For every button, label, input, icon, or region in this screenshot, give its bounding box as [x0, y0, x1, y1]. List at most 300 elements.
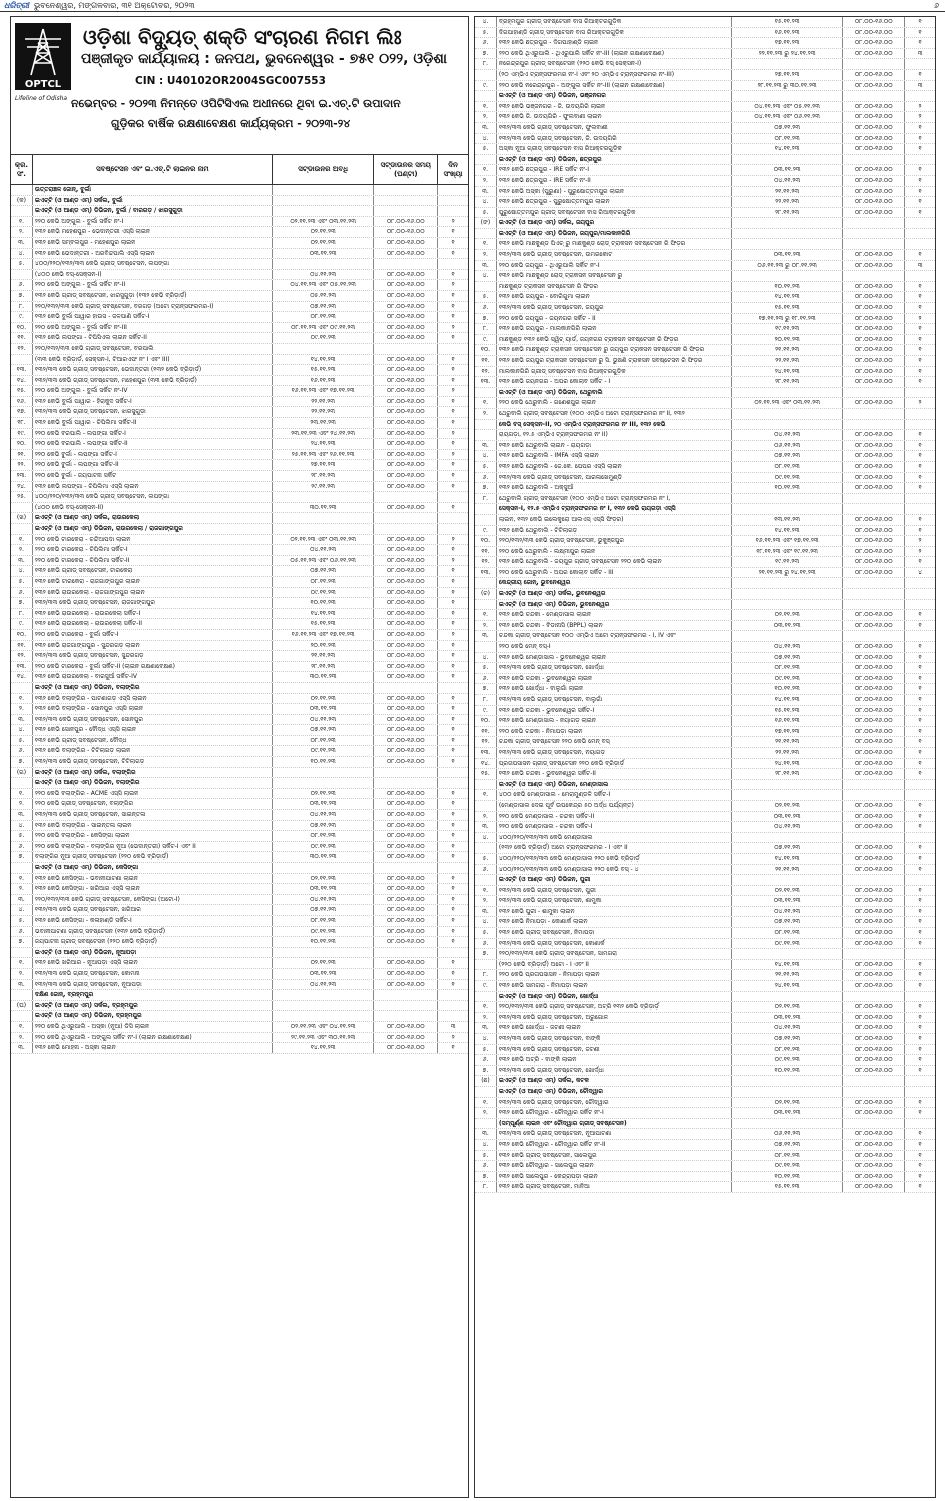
name-cell: ୪୦୦ କେଭି ମେଣ୍ଡାସାଲ - ମେରାମୁଣ୍ଡଳି ସର୍କିଟ-I	[497, 790, 732, 800]
serial-cell: ୪.	[475, 271, 497, 281]
serial-cell: ୩.	[11, 1043, 33, 1053]
table-row	[11, 1033, 468, 1044]
time-cell: ୦୮.୦୦-୧୬.୦୦	[843, 822, 905, 832]
serial-cell: ୫.	[11, 831, 33, 841]
table-row	[475, 769, 935, 780]
time-cell: ୦୮.୦୦-୧୬.୦୦	[843, 939, 905, 949]
time-cell: ୦୮.୦୦-୧୬.୦୦	[374, 662, 438, 672]
time-cell: ୦୮.୦୦-୧୬.୦୦	[843, 176, 905, 186]
time-cell: ୦୮.୦୦-୧୬.୦୦	[843, 377, 905, 387]
name-cell: ୧୩୨ କେଭି ଚୌଦ୍ୱାର - ସାଲେପୁର ଲାଇନ	[497, 1161, 732, 1171]
name-cell: (୨୨୦ କେଭି ବ୍ରିଡ଼ାର୍ଡ଼) ଅଟୋ - I ଏବଂ II	[497, 960, 732, 970]
serial-cell: (ଛ)	[475, 1076, 497, 1086]
name-cell: ୨୨୦ କେଭି ମେଣ୍ଡାସାଲ - ଚନ୍ଦକା ସର୍କିଟ-II	[497, 812, 732, 822]
name-cell: ୧୩୨ କେଭି ବଲାଙ୍ଗିର - ପାଟଣାଗଡ଼ ଏସ୍‌ସି ଲାଇନ	[33, 694, 273, 704]
period-cell: ୦୨.୧୧.୨୩	[273, 958, 375, 968]
period-cell: ୦୭.୧୧.୨୩	[273, 302, 375, 312]
days-cell: ୧	[451, 715, 455, 723]
table-row	[11, 524, 468, 535]
table-row	[11, 958, 468, 969]
period-cell: ୨୧.୧୧.୨୩	[732, 737, 844, 747]
time-cell: ୦୮.୦୦-୧୬.୦୦	[843, 526, 905, 536]
period-cell	[273, 768, 375, 778]
time-cell: ୦୮.୦୦-୧୬.୦୦	[843, 28, 905, 38]
days-cell: ୩	[917, 49, 923, 57]
period-cell	[732, 271, 844, 281]
period-cell: ୨୧.୧୧.୨୩ ରୁ ୨୪.୧୧.୨୩	[732, 568, 844, 578]
time-cell: ୦୮.୦୦-୧୬.୦୦	[843, 187, 905, 197]
period-cell: ୦୪.୧୧.୨୩	[273, 715, 375, 725]
time-cell: ୦୮.୦୦-୧୬.୦୦	[843, 536, 905, 546]
name-cell: ୨୨୦ କେଭି ବୁର୍ଲା - ଜୟପାଟନା ସର୍କିଟ	[33, 471, 273, 481]
days-cell: ୧	[451, 641, 455, 649]
table-row	[11, 874, 468, 885]
period-cell	[732, 239, 844, 249]
period-cell: ୨୮.୧୧.୨୩	[732, 769, 844, 779]
days-cell	[905, 229, 935, 239]
time-cell: ୦୮.୦୦-୧୬.୦୦	[843, 250, 905, 260]
table-row	[11, 842, 468, 853]
name-cell: ଇଏଚ୍‌ଟି (ଓ ଆଣ୍ଡ ଏମ୍) ସର୍କଲ, କଟକ	[497, 1076, 732, 1086]
serial-cell	[11, 524, 33, 534]
table-row	[475, 409, 935, 420]
days-cell: ୧	[451, 440, 455, 448]
time-cell: ୦୮.୦୦-୧୬.୦୦	[843, 896, 905, 906]
days-cell	[905, 992, 935, 1002]
serial-cell: ୬.	[475, 473, 497, 483]
time-cell: ୦୮.୦୦-୧୬.୦୦	[374, 905, 438, 915]
table-row	[475, 377, 935, 388]
serial-cell: ୭.	[475, 314, 497, 324]
time-cell: ୦୮.୦୦-୧୬.୦୦	[843, 917, 905, 927]
registered-office: ପଞ୍ଜୀକୃତ କାର୍ଯ୍ୟାଳୟ : ଜନପଥ, ଭୁବନେଶ୍ୱର - ୭୫୧ ୦୨୨, ଓଡ଼ିଶା	[81, 51, 447, 67]
name-cell: ୧୩୨ କେଭି ବୁର୍ଲା ପାୱାର ହାଉସ - ଜଳପାଣି ସର୍କିଟ-I	[33, 312, 273, 322]
serial-cell	[475, 1087, 497, 1097]
time-cell: ୦୮.୦୦-୧୬.୦୦	[374, 789, 438, 799]
name-cell: ୧୩୨ କେଭି ବୁର୍ଲା ପାୱାର - ଚିପିଲିମା ସର୍କିଟ-II	[33, 418, 273, 428]
table-row	[475, 695, 935, 706]
period-cell: ୧୪.୧୧.୨୩	[732, 854, 844, 864]
serial-cell: ୨.	[11, 545, 33, 555]
table-row	[475, 822, 935, 833]
time-cell	[374, 492, 438, 502]
period-cell	[732, 1076, 844, 1086]
days-cell	[905, 875, 935, 885]
period-cell	[273, 1001, 375, 1011]
table-row	[11, 545, 468, 556]
period-cell: ୦୪.୧୧.୨୩ ଏବଂ ୦୬.୧୧.୨୩	[732, 112, 844, 122]
name-cell: ଇଏଚ୍‌ଟି (ଓ ଆଣ୍ଡ ଏମ୍) ଡିଭିଜନ, ଜୟପୁର/ମାଲକାନଗିରି	[497, 229, 732, 239]
name-cell: ୧୩୨ କେଭି ଗ୍ରୀଡ୍ ସବଷ୍ଟେସନ, ମାନିଆ	[497, 1182, 732, 1192]
serial-cell: ୧୨.	[475, 557, 497, 567]
period-cell	[732, 218, 844, 228]
name-cell: ୨୨୦ କେଭି ଟାରକେରା - ଚିପିଲିମା ସର୍କିଟ-II	[33, 556, 273, 566]
table-row	[11, 884, 468, 895]
days-cell	[438, 990, 468, 1000]
serial-cell: ୭.	[11, 937, 33, 947]
time-cell: ୦୮.୦୦-୧୬.୦୦	[843, 886, 905, 896]
time-cell: ୦୮.୦୦-୧୬.୦୦	[374, 672, 438, 682]
days-cell: ୨	[918, 314, 922, 322]
days-cell	[905, 494, 935, 504]
serial-cell: ୨.	[475, 621, 497, 631]
period-cell: ୨୯.୧୧.୨୩ ଏବଂ ୩୦.୧୧.୨୩	[273, 1033, 375, 1043]
table-row	[475, 155, 935, 166]
table-row	[475, 398, 935, 409]
days-cell	[905, 420, 935, 430]
days-cell: ୧	[918, 1003, 922, 1011]
time-cell: ୦୮.୦୦-୧୬.୦୦	[843, 483, 905, 493]
days-cell: ୧	[918, 1109, 922, 1117]
name-cell: ୧୩୨/୩୩ କେଭି ଗ୍ରୀଡ୍ ସବଷ୍ଟେସନ, ଜଟଣୀ	[497, 1045, 732, 1055]
serial-cell	[475, 992, 497, 1002]
serial-cell: ୧୨.	[11, 651, 33, 661]
name-cell: ୨୨୦ କେଭି ବଲାଙ୍ଗିର - ACME ଏସ୍‌ସି ଲାଇନ	[33, 789, 273, 799]
time-cell	[843, 420, 905, 430]
table-row	[11, 355, 468, 366]
period-cell: ୦୩.୧୧.୨୩	[732, 250, 844, 260]
name-cell: ଇଏଚ୍‌ଟି (ଓ ଆଣ୍ଡ ଏମ୍) ଡିଭିଜନ, ବୁର୍ଲା / ବାରଗଡ଼ / ଝାରସୁଗୁଡ଼ା	[33, 206, 273, 216]
serial-cell: ୩.	[11, 715, 33, 725]
days-cell: ୧	[451, 238, 455, 246]
period-cell: ୦୯.୧୧.୨୩	[732, 674, 844, 684]
serial-cell: ୩.	[475, 822, 497, 832]
serial-cell: ୨.	[11, 1033, 33, 1043]
table-row	[11, 513, 468, 524]
table-row	[475, 684, 935, 695]
period-cell	[732, 1087, 844, 1097]
period-cell: ୧୫.୧୧.୨୩	[732, 303, 844, 313]
table-row	[11, 333, 468, 344]
table-row	[475, 388, 935, 399]
days-cell: ୧	[918, 28, 922, 36]
time-cell: ୦୮.୦୦-୧୬.୦୦	[843, 865, 905, 875]
time-cell	[843, 875, 905, 885]
period-cell: ୨୧.୧୧.୨୩	[732, 345, 844, 355]
name-cell: ୧୩୨ କେଭି ଚନ୍ଦକା - ଭୁବନେଶ୍ୱର ସର୍କିଟ-I	[497, 706, 732, 716]
period-cell	[732, 155, 844, 165]
serial-cell: ୪.	[475, 1034, 497, 1044]
time-cell: ୦୮.୦୦-୧୬.୦୦	[374, 895, 438, 905]
name-cell: ଦିଗପାହାଣ୍ଡି ଗ୍ରୀଡ୍ ସବଷ୍ଟେସନ ବାସ ରିଆକ୍ଟରଗୁଡ଼ିକ	[497, 28, 732, 38]
days-cell: ୧	[451, 472, 455, 480]
serial-cell: ୫.	[475, 1151, 497, 1161]
time-cell: ୦୮.୦୦-୧୬.୦୦	[843, 695, 905, 705]
days-cell: ୩	[917, 81, 923, 89]
days-cell: ୨	[451, 387, 455, 395]
period-cell: ୧୯.୧୧.୨୩	[732, 557, 844, 567]
table-row	[11, 238, 468, 249]
serial-cell: ୩.	[475, 123, 497, 133]
serial-cell: ୩.	[11, 556, 33, 566]
serial-cell: ୯.	[475, 526, 497, 536]
days-cell: ୧	[451, 408, 455, 416]
period-cell: ୧୫.୧୧.୨୩	[732, 706, 844, 716]
time-cell: ୦୮.୦୦-୧୬.୦୦	[374, 323, 438, 333]
time-cell: ୦୮.୦୦-୧୬.୦୦	[374, 291, 438, 301]
time-cell: ୦୮.୦୦-୧୬.୦୦	[374, 969, 438, 979]
period-cell: ୦୭.୧୧.୨୩	[273, 905, 375, 915]
days-cell: ୧	[918, 971, 922, 979]
table-row	[11, 365, 468, 376]
table-row	[11, 439, 468, 450]
serial-cell: ୭.	[11, 291, 33, 301]
name-cell: ରାୟଗଡ଼ା, ୧୨.୫ ଏମ୍‌ଭିଏ ଟ୍ରାନ୍ସଫରମର ନଂ II)	[497, 430, 732, 440]
name-cell: ୨୨୦ କେଭି ଟାରକେରା - ବୁର୍ଲା ସର୍କିଟ-II (ଲାଇନ ରକ୍ଷଣାବେକ୍ଷଣ)	[33, 662, 273, 672]
days-cell	[905, 271, 935, 281]
days-cell: ୧	[918, 653, 922, 661]
time-cell: ୦୮.୦୦-୧୬.୦୦	[374, 1022, 438, 1032]
name-cell: ୧୩୨/୩୩ କେଭି ଗ୍ରୀଡ୍ ସବଷ୍ଟେସନ, ଖୋର୍ଦ୍ଧା	[497, 663, 732, 673]
name-cell: ଇଏଚ୍‌ଟି (ଓ ଆଣ୍ଡ ଏମ୍) ଡିଭିଜନ, ମେଣ୍ଡାସାଲ	[497, 780, 732, 790]
name-cell: ୧୩୨ କେଭି ଚୌଦ୍ୱାର - ଚୌଦ୍ୱାର ସର୍କିଟ ନଂ-I	[497, 1108, 732, 1118]
table-row	[475, 1129, 935, 1140]
period-cell	[732, 59, 844, 69]
serial-cell: ୫.	[475, 854, 497, 864]
time-cell: ୦୮.୦୦-୧୬.୦୦	[843, 1108, 905, 1118]
name-cell: ୧୩୨ କେଭି ମୋହନା - ଅସ୍କା ଲାଇନ	[33, 1043, 273, 1053]
serial-cell: ୧.	[475, 239, 497, 249]
days-cell	[905, 409, 935, 419]
time-cell: ୦୮.୦୦-୧୬.୦୦	[843, 49, 905, 59]
table-row	[475, 314, 935, 325]
table-row	[11, 259, 468, 270]
time-cell: ୦୮.୦୦-୧୬.୦୦	[374, 694, 438, 704]
table-row	[475, 239, 935, 250]
table-row	[475, 801, 935, 812]
serial-cell: ୨.	[11, 227, 33, 237]
days-cell	[438, 259, 468, 269]
period-cell: ୦୮.୧୧.୨୩	[273, 312, 375, 322]
table-row	[11, 683, 468, 694]
table-row	[475, 1087, 935, 1098]
serial-cell	[475, 155, 497, 165]
days-cell: ୧	[918, 304, 922, 312]
period-cell: ୦୮.୧୧.୨୩	[732, 1151, 844, 1161]
name-cell: ୧୩୨ କେଭି ଟାରକେରା - ରାଜଗାଙ୍ଗପୁର ଲାଇନ	[33, 577, 273, 587]
days-cell: ୧	[918, 801, 922, 809]
serial-cell: ୩.	[475, 1023, 497, 1033]
name-cell: ବ୍ରହ୍ମପୁର ଗ୍ରୀଡ୍ ସବଷ୍ଟେସନ ବାସ ରିଆକ୍ଟରଗୁଡ଼ିକ	[497, 17, 732, 27]
name-cell: ୧୩୨ କେଭି ଥେରୁବାଲି - ଜୟପୁର ଗ୍ରୀଡ୍ ସବଷ୍ଟେସନ ୨୨୦ କେଭି ଲାଇନ	[497, 557, 732, 567]
table-row	[11, 725, 468, 736]
days-cell: ୨	[451, 535, 455, 543]
time-cell: ୦୮.୦୦-୧୬.୦୦	[374, 439, 438, 449]
newspaper-brand: ଧରିତ୍ରୀ	[4, 1, 29, 10]
serial-cell: ୧୨.	[475, 367, 497, 377]
table-row	[475, 1076, 935, 1087]
table-row	[475, 473, 935, 484]
name-cell: ୧୩୨/୩୩ କେଭି ଗ୍ରୀଡ୍ ସବଷ୍ଟେସନ, ସୁନ୍ଦରଗଡ଼	[33, 651, 273, 661]
name-cell: ୨୨୦ କେଭି ଟାରକେରା - ଚନ୍ଦିଆପଦା ଲାଇନ	[33, 535, 273, 545]
table-row	[11, 948, 468, 959]
table-row	[475, 981, 935, 992]
period-cell: ୦୬.୧୧.୨୩ ରୁ ୦୮.୧୧.୨୩	[732, 261, 844, 271]
serial-cell: ୯.	[475, 981, 497, 991]
serial-cell: ୮.	[475, 970, 497, 980]
period-cell: ୦୩.୧୧.୨୩	[273, 799, 375, 809]
period-cell: ୦୭.୧୧.୨୩	[273, 566, 375, 576]
time-cell: ୦୮.୦୦-୧୬.୦୦	[374, 1043, 438, 1053]
serial-cell	[475, 70, 497, 80]
period-cell	[273, 185, 375, 195]
name-cell: କେନ୍ଦ୍ରୀୟ ଜୋନ୍, ଭୁବନେଶ୍ୱର	[497, 578, 732, 588]
period-cell: ୦୨.୧୧.୨୩	[732, 886, 844, 896]
col-serial: କ୍ର. ସଂ.	[11, 155, 33, 184]
table-row	[11, 291, 468, 302]
time-cell: ୦୮.୦୦-୧୬.୦୦	[843, 769, 905, 779]
serial-cell: ୧୦.	[11, 323, 33, 333]
days-cell: ୨	[451, 429, 455, 437]
table-row	[475, 49, 935, 60]
name-cell: ୧୩୨ କେଭି ରାଉରକେଲା - ରାଉରକେଲା ସର୍କିଟ-II	[33, 619, 273, 629]
table-row	[475, 663, 935, 674]
serial-cell: ୫.	[11, 916, 33, 926]
time-cell: ୦୮.୦୦-୧୬.୦୦	[374, 217, 438, 227]
serial-cell: ୨.	[475, 1013, 497, 1023]
period-cell: ୨୧.୧୧.୨୩	[732, 865, 844, 875]
table-row	[475, 187, 935, 198]
time-cell	[843, 1076, 905, 1086]
time-cell	[843, 578, 905, 588]
name-cell: ୨୨୦/୧୩୨/୩୩ କେଭି ଗ୍ରୀଡ୍ ସବଷ୍ଟେସନ, ସାମଗରା	[497, 949, 732, 959]
table-row	[475, 812, 935, 823]
serial-cell: (ଙ)	[475, 218, 497, 228]
serial-cell: ୨୩.	[11, 471, 33, 481]
days-cell: ୧	[918, 1162, 922, 1170]
period-cell: ୦୬.୧୧.୨୩	[732, 1129, 844, 1139]
period-cell: ୦୨.୧୧.୨୩	[732, 801, 844, 811]
period-cell	[273, 196, 375, 206]
period-cell: ୦୪.୧୧.୨୩	[273, 810, 375, 820]
table-row	[475, 992, 935, 1003]
serial-cell: ୧୫.	[11, 386, 33, 396]
days-cell: ୧	[451, 789, 455, 797]
days-cell	[438, 1011, 468, 1021]
table-row	[11, 397, 468, 408]
name-cell: ୧୩୨ କେଭି ଜୟନଗର - ଅପର କୋଲାବ ସର୍କିଟ - I	[497, 377, 732, 387]
time-cell: ୦୮.୦୦-୧୬.୦୦	[843, 292, 905, 302]
period-cell: ୦୮.୧୧.୨୩	[732, 663, 844, 673]
name-cell: ଇଏଚ୍‌ଟି (ଓ ଆଣ୍ଡ ଏମ୍) ଡିଭିଜନ, ଖୋର୍ଦ୍ଧା	[497, 992, 732, 1002]
period-cell: ୦୪.୧୧.୨୩	[732, 907, 844, 917]
days-cell	[438, 778, 468, 788]
days-cell: ୧	[918, 748, 922, 756]
name-cell: ୨୨୦ କେଭି ପ୍ରତାପସାସନ - ନିମାପଡ଼ା ଲାଇନ	[497, 970, 732, 980]
table-row	[475, 1066, 935, 1077]
period-cell	[732, 420, 844, 430]
time-cell: ୦୮.୦୦-୧୬.୦୦	[374, 471, 438, 481]
period-cell: ୨୧.୧୧.୨୩	[732, 970, 844, 980]
time-cell	[843, 91, 905, 101]
days-cell: ୧	[451, 567, 455, 575]
right-column	[474, 16, 936, 1498]
time-cell: ୦୮.୦୦-୧୬.୦୦	[374, 302, 438, 312]
table-row	[11, 535, 468, 546]
table-row	[11, 206, 468, 217]
serial-cell: ୯.	[475, 81, 497, 91]
days-cell	[438, 206, 468, 216]
period-cell	[273, 683, 375, 693]
period-cell: ୦୨.୧୧.୨୩	[732, 1002, 844, 1012]
days-cell: ୧	[918, 865, 922, 873]
time-cell: ୦୮.୦୦-୧୬.୦୦	[374, 535, 438, 545]
name-cell: ୧୩୨ କେଭି ସୋନପୁର - ବୌଦ୍ଧ ଏସ୍‌ସି ଲାଇନ	[33, 725, 273, 735]
days-cell: ୧	[918, 39, 922, 47]
days-cell: ୩	[450, 1022, 456, 1030]
serial-cell: ୨.	[11, 884, 33, 894]
time-cell: ୦୮.୦୦-୧୬.୦୦	[843, 430, 905, 440]
period-cell: ୨୮.୧୧.୨୩	[273, 662, 375, 672]
serial-cell: ୧୯.	[11, 429, 33, 439]
table-row	[475, 865, 935, 876]
period-cell	[273, 990, 375, 1000]
days-cell: ୧	[451, 832, 455, 840]
serial-cell: ୩.	[475, 907, 497, 917]
name-cell: ୧୩୨ କେଭି ବଲାଙ୍ଗିର - ସୋନପୁର ଏସ୍‌ସି ଲାଇନ	[33, 704, 273, 714]
table-row	[475, 1172, 935, 1183]
table-row	[11, 386, 468, 397]
name-cell: ଇଏଚ୍‌ଟି (ଓ ଆଣ୍ଡ ଏମ୍) ଡିଭିଜନ, ବଲାଙ୍ଗିର	[33, 683, 273, 693]
period-cell: ୦୨.୧୧.୨୩	[273, 694, 375, 704]
serial-cell: ୪.	[11, 249, 33, 259]
serial-cell: ୧୪.	[11, 376, 33, 386]
period-cell: ୦୨.୧୧.୨୩	[732, 610, 844, 620]
days-cell: ୧	[451, 419, 455, 427]
name-cell: ଇଏଚ୍‌ଟି (ଓ ଆଣ୍ଡ ଏମ୍) ଡିଭିଜନ, ଛତ୍ରପୁର	[497, 155, 732, 165]
table-row	[475, 928, 935, 939]
days-cell: ୧	[451, 376, 455, 384]
period-cell: ୦୮.୧୧.୨୩	[273, 577, 375, 587]
period-cell: ୧୫.୧୧.୨୩	[732, 1182, 844, 1192]
serial-cell	[11, 270, 33, 280]
days-cell: ୧	[918, 929, 922, 937]
table-row	[11, 1022, 468, 1033]
table-row	[11, 503, 468, 514]
serial-cell: ୪.	[475, 653, 497, 663]
days-cell: ୧	[918, 1066, 922, 1074]
serial-cell: ୨.	[475, 112, 497, 122]
time-cell	[374, 863, 438, 873]
days-cell: ୩	[917, 261, 923, 269]
name-cell: (ସମ୍ପୂର୍ଣ୍ଣ ଲାଇନ ଏବଂ ଚୌଦ୍ୱାର ଗ୍ରୀଡ୍ ସବଷ୍ଟେସନ)	[497, 1119, 732, 1129]
serial-cell: ୫.	[475, 144, 497, 154]
period-cell: ୧୯.୧୧.୨୩	[732, 324, 844, 334]
time-cell: ୦୮.୦୦-୧୬.୦୦	[374, 725, 438, 735]
period-cell: ୦୩.୧୧.୨୩	[732, 1108, 844, 1118]
days-cell: ୧	[918, 854, 922, 862]
name-cell: ୧୩୨ କେଭି ମେଣ୍ଡାସାଲ - ଭୁବନେଶ୍ୱର ଲାଇନ	[497, 653, 732, 663]
name-cell: ୧୩୨/୩୩ କେଭି ଗ୍ରୀଡ୍ ସବଷ୍ଟେସନ, କୋଣାର୍କ	[497, 939, 732, 949]
name-cell: ଇଏଚ୍‌ଟି (ଓ ଆଣ୍ଡ ଏମ୍) ଡିଭିଜନ, ଥେରୁବାଲି	[497, 388, 732, 398]
period-cell: ୦୮.୧୧.୨୩	[732, 928, 844, 938]
serial-cell: ୨.	[475, 1108, 497, 1118]
serial-cell	[11, 683, 33, 693]
table-row	[475, 356, 935, 367]
table-row	[11, 969, 468, 980]
days-cell: ୧	[918, 886, 922, 894]
name-cell: ୧୩୨ କେଭି ଗ୍ରୀଡ୍ ସବଷ୍ଟେସନ, ଟାରକେରା	[33, 566, 273, 576]
period-cell: ୦୨.୧୧.୨୩ ଏବଂ ୦୩.୧୧.୨୩	[273, 217, 375, 227]
time-cell: ୦୮.୦୦-୧୬.୦୦	[374, 598, 438, 608]
name-cell: ଇଏଚ୍‌ଟି (ଓ ଆଣ୍ଡ ଏମ୍) ଡିଭିଜନ, ଭୁବନେଶ୍ୱର	[497, 600, 732, 610]
table-row	[475, 1182, 935, 1193]
time-cell: ୦୮.୦୦-୧୬.୦୦	[843, 981, 905, 991]
serial-cell: ୧.	[11, 789, 33, 799]
days-cell: ୧	[918, 1013, 922, 1021]
serial-cell: ୨.	[11, 704, 33, 714]
table-row	[11, 407, 468, 418]
